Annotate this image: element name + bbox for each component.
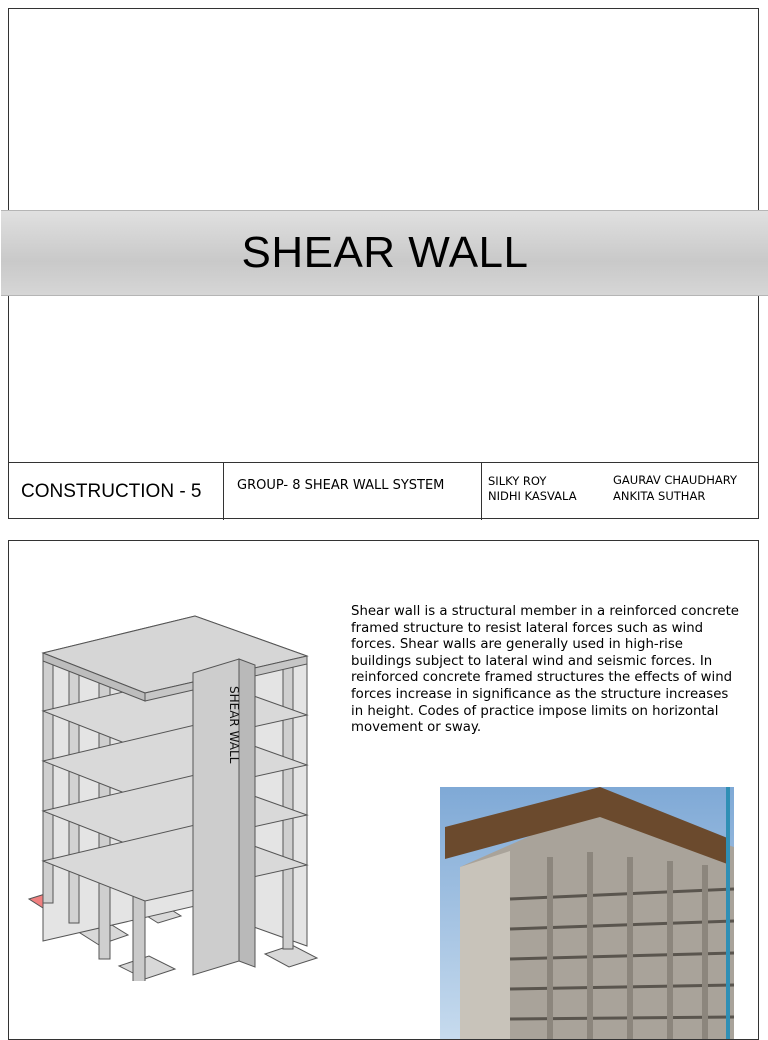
- building-end-wall: [460, 851, 510, 1040]
- construction-photo: [440, 787, 734, 1040]
- description-text: Shear wall is a structural member in a reinforced concrete framed structure to resist lateral forces such as wind forces. Shear walls are generally used in high-rise buildings subject to lateral wind and seismic forces. In reinforced concrete framed structures the effects of wind forces increase in significance as the structure increases in height. Codes of practice impose limits on horizontal movement or sway.: [351, 604, 739, 736]
- column: [283, 659, 293, 949]
- member-name: ANKITA SUTHAR: [613, 489, 706, 503]
- group-name: GROUP- 8 SHEAR WALL SYSTEM: [224, 463, 482, 520]
- members-col-1: [482, 463, 607, 520]
- title-slide: [8, 8, 759, 519]
- shear-wall-diagram: [27, 611, 327, 981]
- members-col-2: [607, 463, 758, 520]
- slide-title: SHEAR WALL: [241, 228, 529, 277]
- column: [69, 663, 79, 923]
- floor-line: [510, 1017, 734, 1019]
- member-name: NIDHI KASVALA: [488, 489, 577, 503]
- column: [43, 653, 53, 903]
- title-band: [1, 210, 768, 296]
- member-name: GAURAV CHAUDHARY: [613, 473, 737, 487]
- member-name: SILKY ROY: [488, 474, 547, 488]
- info-row: [9, 462, 758, 520]
- diagram-label: SHEAR WALL: [227, 686, 241, 764]
- footing: [119, 956, 175, 979]
- course-name: CONSTRUCTION - 5: [9, 463, 224, 520]
- content-slide: [8, 540, 759, 1040]
